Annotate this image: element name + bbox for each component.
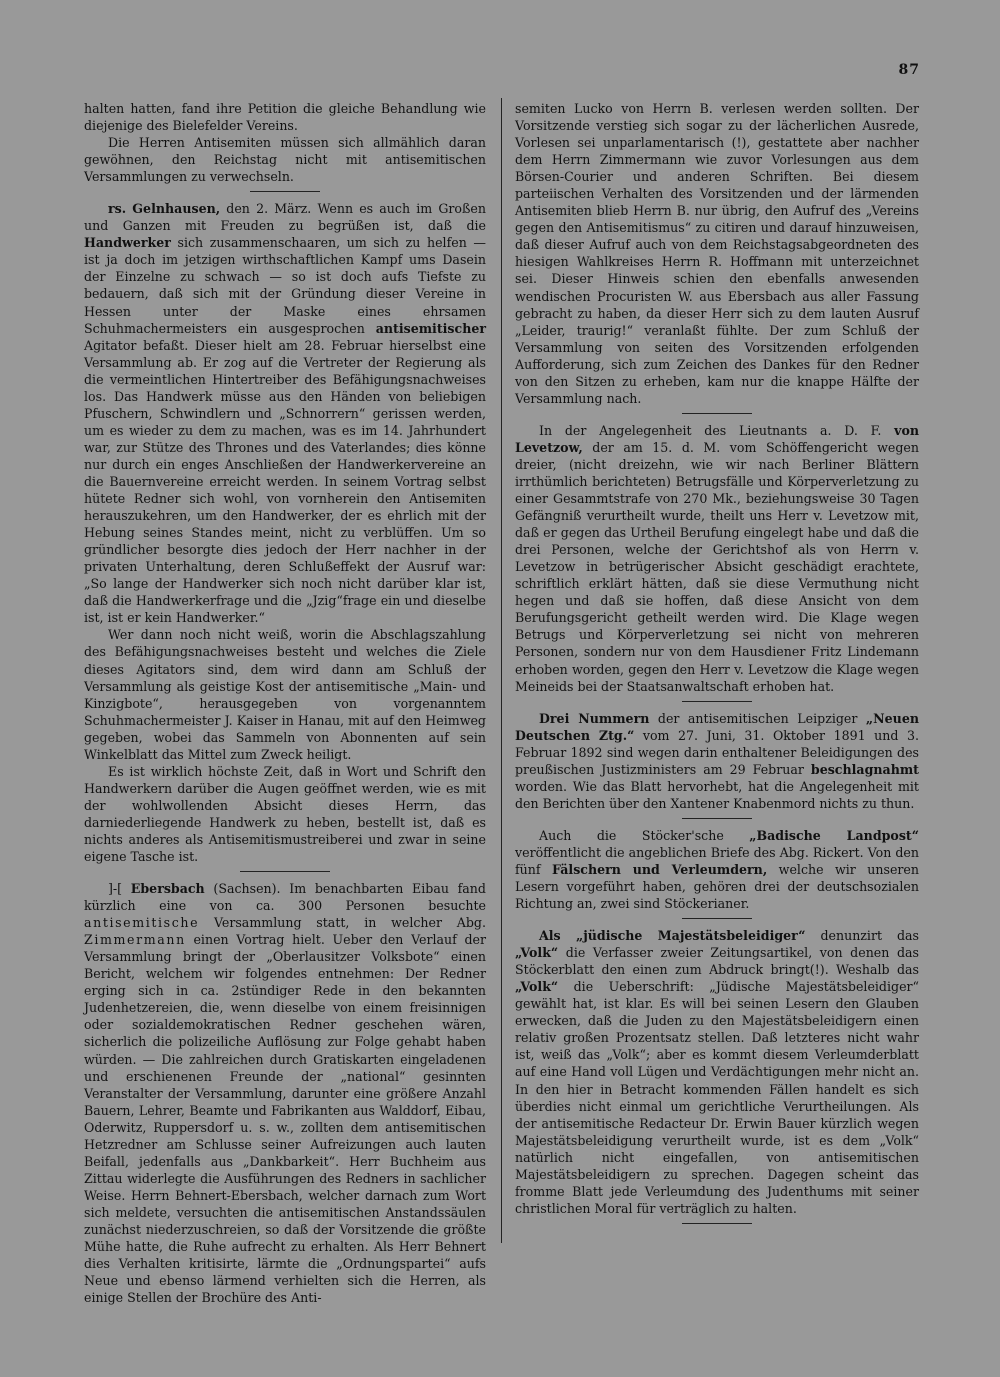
spaced-text: antisemitische [84, 915, 200, 931]
emphasis-text: Drei Nummern [539, 710, 650, 726]
emphasis-text: von Levetzow, [515, 422, 919, 455]
article-separator [240, 871, 330, 872]
article-separator [682, 918, 752, 919]
emphasis-text: Fälschern und Verleumdern, [552, 861, 768, 877]
article-paragraph: Es ist wirklich höchste Zeit, daß in Wort und Schrift den Handwerkern darüber die Augen geöffnet werden, wie es mit der wohlwollenden Absicht dieses Herrn, das darniederliegende Handwerk zu heben, bestellt ist, daß es nichts anderes als Antisemitismustreiberei und zwar in seine eigene Tasche ist. [84, 763, 486, 865]
emphasis-text: beschlagnahmt [810, 761, 919, 777]
article-text: Versammlung statt, in welcher Abg. [199, 915, 486, 931]
article-text: vom 27. Juni, 31. Oktober 1891 und 3. Februar 1892 sind wegen darin enthaltener Beleidigungen des preußischen Justizministers am 29 Februar [515, 727, 919, 777]
emphasis-text: „Volk“ [515, 979, 559, 995]
article-text: worden. Wie das Blatt hervorhebt, hat die Angelegenheit mit den Berichten über den Xantener Knabenmord nichts zu thun. [515, 778, 919, 811]
article-text: den 2. März. Wenn es auch im Großen und Ganzen mit Freuden zu begrüßen ist, daß die [84, 201, 486, 234]
article-separator [682, 1223, 752, 1224]
article-separator [682, 701, 752, 702]
article-text: einen Vortrag hielt. Ueber den Verlauf der Versammlung bringt der „Oberlausitzer Volksbote“ einen Bericht, welchem wir folgendes entnehmen: Der Redner erging sich in ca. 2stündiger Rede in den bekannten Judenhetzereien, die, wenn dieselbe von einem freisinnigen oder sozialdemokratischen Redner geschehen wären, sicherlich die polizeiliche Auflösung zur Folge gehabt haben würden. — Die zahlreichen durch Gratiskarten eingeladenen und erschienenen Freunde der „national“ gesinnten Veranstalter der Versammlung, darunter eine größere Anzahl Bauern, Lehrer, Beamte und Fabrikanten aus Walddorf, Eibau, Oderwitz, Ruppersdorf u. s. w., zollten dem antisemitischen Hetzredner am Schlusse seiner Aufreizungen auch lauten Beifall, jedenfalls aus „Dankbarkeit“. Herr Buchheim aus Zittau widerlegte die Ausführungen des Redners in sachlicher Weise. Herrn Behnert-Ebersbach, welcher darnach zum Wort sich meldete, versuchten die antisemitischen Anstandssäulen zunächst niederzuschreien, so daß der Vorsitzende die größte Mühe hatte, die Ruhe aufrecht zu erhalten. Als Herr Behnert dies Verhalten kritisirte, lärmte die „Ordnungspartei“ aufs Neue und ebenso lärmend verhielten sich die Herren, als einige Stellen der Brochüre des Anti- [84, 932, 486, 1306]
correspondent-mark: ]-[ [108, 881, 123, 897]
emphasis-text: „Neuen Deutschen Ztg.“ [515, 710, 919, 743]
page-number: 87 [898, 62, 920, 78]
article-text: denunzirt das [805, 928, 919, 944]
article-text: der antisemitischen Leipziger [649, 710, 866, 726]
article-levetzow [515, 422, 919, 695]
article-landpost [515, 827, 919, 912]
spaced-text: Zimmermann [84, 932, 186, 948]
article-continuation: halten hatten, fand ihre Petition die gleiche Behandlung wie diejenige des Bielefelder Vereins. [84, 101, 486, 134]
emphasis-text: „Badische Landpost“ [749, 827, 919, 843]
article-text: (Sachsen). Im benachbarten Eibau fand kürzlich eine von ca. 300 Personen besuchte [84, 881, 486, 914]
right-column [515, 100, 919, 1232]
article-drei-nummern [515, 710, 919, 812]
article-text: Auch die Stöcker'sche [539, 827, 750, 843]
article-text: die Ueberschrift: „Jüdische Majestätsbeleidiger“ gewählt hat, ist klar. Es will bei seinen Lesern den Glauben erwecken, daß die Juden zu den Majestätsbeleidigern einen relativ großen Prozentsatz stellen. Daß letzteres nicht wahr ist, weiß das „Volk“; aber es kommt diesem Verleumderblatt auf eine Hand voll Lügen und Verdächtigungen mehr nicht an. In den hier in Betracht kommenden Fällen handelt es sich überdies nicht einmal um gerichtliche Verurtheilungen. Als der antisemitische Redacteur Dr. Erwin Bauer kürzlich wegen Majestätsbeleidigung verurtheilt wurde, ist es dem „Volk“ natürlich nicht eingefallen, von antisemitischen Majestätsbeleidigern zu sprechen. Dagegen scheint das fromme Blatt jede Verleumdung des Judenthums mit seiner christlichen Moral für verträglich zu halten. [515, 979, 919, 1216]
article-text: die Verfasser zweier Zeitungsartikel, von denen das Stöckerblatt den einen zum Abdruck bringt(!). Weshalb das [515, 945, 919, 978]
column-divider [501, 98, 502, 1243]
article-text: der am 15. d. M. vom Schöffengericht wegen dreier, (nicht dreizehn, wie wir nach Berliner Blättern irrthümlich berichteten) Betrugsfälle und Körperverletzung zu einer Gesammtstrafe von 270 Mk., beziehungsweise 30 Tagen Gefängniß verurtheilt wurde, theilt uns Herr v. Levetzow mit, daß er gegen das Urtheil Berufung eingelegt habe und daß die drei Personen, welche der Gerichtshof als von Herrn v. Levetzow in betrügerischer Absicht geschädigt erachtete, schriftlich erklärt hätten, daß sie diese Vermuthung nicht hegen und daß sie hoffen, daß diese Ansicht von dem Berufungsgericht getheilt werden wird. Die Klage wegen Betrugs und Körperverletzung sei nicht von mehreren Personen, sondern nur von dem Hausdiener Fritz Lindemann erhoben worden, gegen den Herr v. Levetzow die Klage wegen Meineids bei der Staatsanwaltschaft erhoben hat. [515, 439, 919, 694]
article-text: welche wir unseren Lesern vorgeführt haben, gehören drei der deutschsozialen Richtung an, zwei sind Stöckerianer. [515, 861, 919, 912]
emphasis-text: „Volk“ [515, 945, 559, 961]
emphasis-text: antisemitischer [375, 320, 486, 336]
article-separator [682, 413, 752, 414]
dateline-place: Gelnhausen, [132, 201, 221, 217]
article-text: Agitator befaßt. Dieser hielt am 28. Februar hierselbst eine Versammlung ab. Er zog auf die Vertreter der Regierung als die vermeintlichen Hintertreiber des Befähigungsnachweises los. Das Handwerk müsse aus den Händen von beliebigen Pfuschern, Schwindlern und „Schnorrern“ gerissen werden, um es wieder zu dem zu machen, was es im 14. Jahrhundert war, zur Stütze des Thrones und des Vaterlandes; dies könne nur durch ein enges Anschließen der Handwerkervereine an die Bauernvereine erreicht werden. In seinem Vortrag selbst hütete Redner sich wohl, von vornherein den Antisemiten herauszukehren, um den Handwerker, der es ehrlich mit der Hebung seines Standes meint, nicht zu verblüffen. Um so gründlicher besorgte dies jedoch der Herr nachher in der privaten Unterhaltung, deren Schlußeffekt der Ausruf war: „So lange der Handwerker sich noch nicht darüber klar ist, daß die Handwerkerfrage und die „Jzig“frage ein und dieselbe ist, ist er kein Handwerker.“ [84, 337, 486, 626]
dateline-place: Ebersbach [130, 881, 205, 897]
correspondent-mark: rs. [108, 201, 127, 217]
article-gelnhausen [84, 200, 486, 626]
article-closing-paragraph: Die Herren Antisemiten müssen sich allmählich daran gewöhnen, den Reichstag nicht mit antisemitischen Versammlungen zu verwechseln. [84, 135, 486, 185]
article-text: In der Angelegenheit des Lieutnants a. D. F. [539, 422, 895, 438]
article-continuation: semiten Lucko von Herrn B. verlesen werden sollten. Der Vorsitzende verstieg sich sogar zu der lächerlichen Ausrede, Vorlesen sei unparlamentarisch (!), gestattete aber nachher dem Herrn Zimmermann wie zuvor Vorlesungen aus dem Börsen-Courier und anderen Schriften. Bei diesem parteiischen Verhalten des Vorsitzenden und der lärmenden Antisemiten blieb Herrn B. nur übrig, den Aufruf des „Vereins gegen den Antisemitismus“ zu citiren und darauf hinzuweisen, daß dieser Aufruf auch von dem Reichstagsabgeordneten des hiesigen Wahlkreises Herrn R. Hoffmann mit unterzeichnet sei. Dieser Hinweis schien den ebenfalls anwesenden wendischen Procuristen W. aus Ebersbach aus aller Fassung gebracht zu haben, da dieser Herr sich zu dem lauten Ausruf „Leider, traurig!“ veranlaßt fühlte. Der zum Schluß der Versammlung von seiten des Vorsitzenden erfolgenden Aufforderung, sich zum Zeichen des Dankes für den Redner von den Sitzen zu erheben, kam nur die knappe Hälfte der Versammlung nach. [515, 101, 919, 406]
article-text: sich zusammenschaaren, um sich zu helfen — ist ja doch im jetzigen wirthschaftlichen Kampf ums Dasein der Einzelne zu schwach — so ist doch aufs Tiefste zu bedauern, daß sich mit der Gründung dieser Vereine in Hessen unter der Maske eines ehrsamen Schuhmachermeisters ein ausgesprochen [84, 235, 486, 336]
article-ebersbach [84, 880, 486, 1306]
left-column [84, 100, 486, 1306]
article-majestaet [515, 927, 919, 1217]
emphasis-text: Als „jüdische Majestätsbeleidiger“ [539, 928, 806, 944]
article-paragraph: Wer dann noch nicht weiß, worin die Abschlagszahlung des Befähigungsnachweises besteht und welches die Ziele dieses Agitators sind, dem wird dann am Schluß der Versammlung als geistige Kost der antisemitische „Main- und Kinzigbote“, herausgegeben von vorgenanntem Schuhmachermeister J. Kaiser in Hanau, mit auf den Heimweg gegeben, wobei das Sammeln von Abonnenten auf sein Winkelblatt das Mittel zum Zweck heiligt. [84, 627, 486, 762]
article-text: veröffentlicht die angeblichen Briefe des Abg. Rickert. Von den fünf [515, 844, 919, 877]
emphasis-text: Handwerker [84, 235, 171, 251]
article-separator [250, 191, 320, 192]
article-separator [682, 818, 752, 819]
